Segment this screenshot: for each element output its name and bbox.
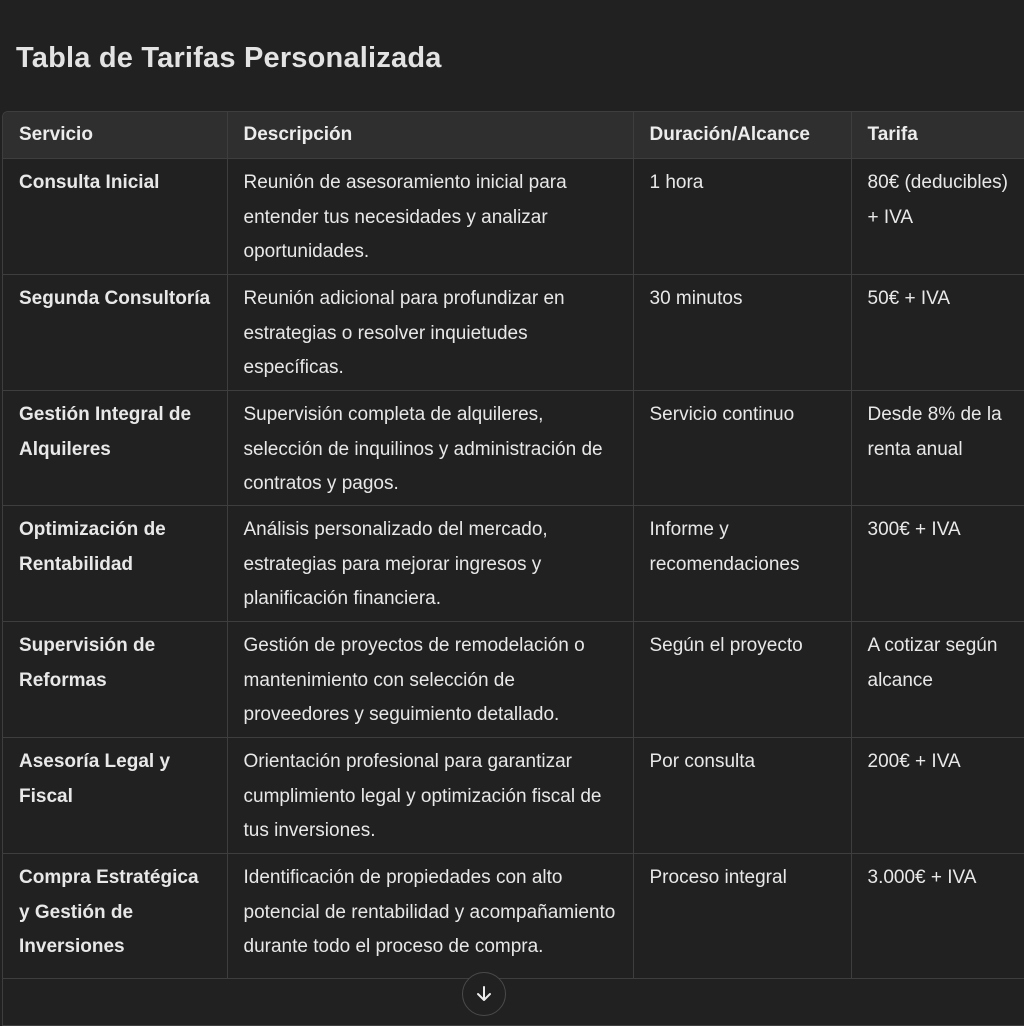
header-tarifa: Tarifa [851,112,1024,159]
arrow-down-icon [474,984,494,1004]
cell-descripcion: Identificación de propiedades con alto potencial de rentabilidad y acompañamiento durante todo el proceso de compra. [227,854,633,979]
table-row [3,275,1024,391]
tariff-table-container[interactable] [2,111,1024,1026]
cell-tarifa: 200€ + IVA [851,738,1024,854]
table-row [3,391,1024,506]
cell-descripcion: Gestión de proyectos de remodelación o mantenimiento con selección de proveedores y seguimiento detallado. [227,622,633,738]
header-duracion: Duración/Alcance [633,112,851,159]
page-title: Tabla de Tarifas Personalizada [16,42,442,74]
table-row [3,506,1024,622]
cell-descripcion: Reunión adicional para profundizar en estrategias o resolver inquietudes específicas. [227,275,633,391]
cell-tarifa: A cotizar según alcance [851,622,1024,738]
cell-descripcion: Orientación profesional para garantizar cumplimiento legal y optimización fiscal de tus inversiones. [227,738,633,854]
cell-tarifa: Desde 8% de la renta anual [851,391,1024,506]
cell-tarifa: 80€ (deducibles) + IVA [851,159,1024,275]
cell-servicio: Segunda Consultoría [3,275,227,391]
table-header-row [3,112,1024,159]
table-row [3,738,1024,854]
cell-servicio: Consulta Inicial [3,159,227,275]
cell-servicio: Gestión Integral de Alquileres [3,391,227,506]
cell-duracion: 1 hora [633,159,851,275]
cell-descripcion: Supervisión completa de alquileres, selección de inquilinos y administración de contratos y pagos. [227,391,633,506]
cell-duracion: 30 minutos [633,275,851,391]
cell-servicio: Compra Estratégica y Gestión de Inversiones [3,854,227,979]
cell-servicio: Optimización de Rentabilidad [3,506,227,622]
cell-tarifa: 3.000€ + IVA [851,854,1024,979]
table-row [3,622,1024,738]
cell-servicio: Asesoría Legal y Fiscal [3,738,227,854]
scroll-down-button[interactable] [462,972,506,1016]
table-row [3,159,1024,275]
cell-duracion: Proceso integral [633,854,851,979]
cell-tarifa: 300€ + IVA [851,506,1024,622]
cell-descripcion: Análisis personalizado del mercado, estrategias para mejorar ingresos y planificación financiera. [227,506,633,622]
tariff-table [3,112,1024,979]
header-descripcion: Descripción [227,112,633,159]
cell-tarifa: 50€ + IVA [851,275,1024,391]
cell-duracion: Informe y recomendaciones [633,506,851,622]
cell-duracion: Por consulta [633,738,851,854]
cell-descripcion: Reunión de asesoramiento inicial para entender tus necesidades y analizar oportunidades. [227,159,633,275]
cell-servicio: Supervisión de Reformas [3,622,227,738]
cell-duracion: Servicio continuo [633,391,851,506]
cell-duracion: Según el proyecto [633,622,851,738]
table-row [3,854,1024,979]
header-servicio: Servicio [3,112,227,159]
